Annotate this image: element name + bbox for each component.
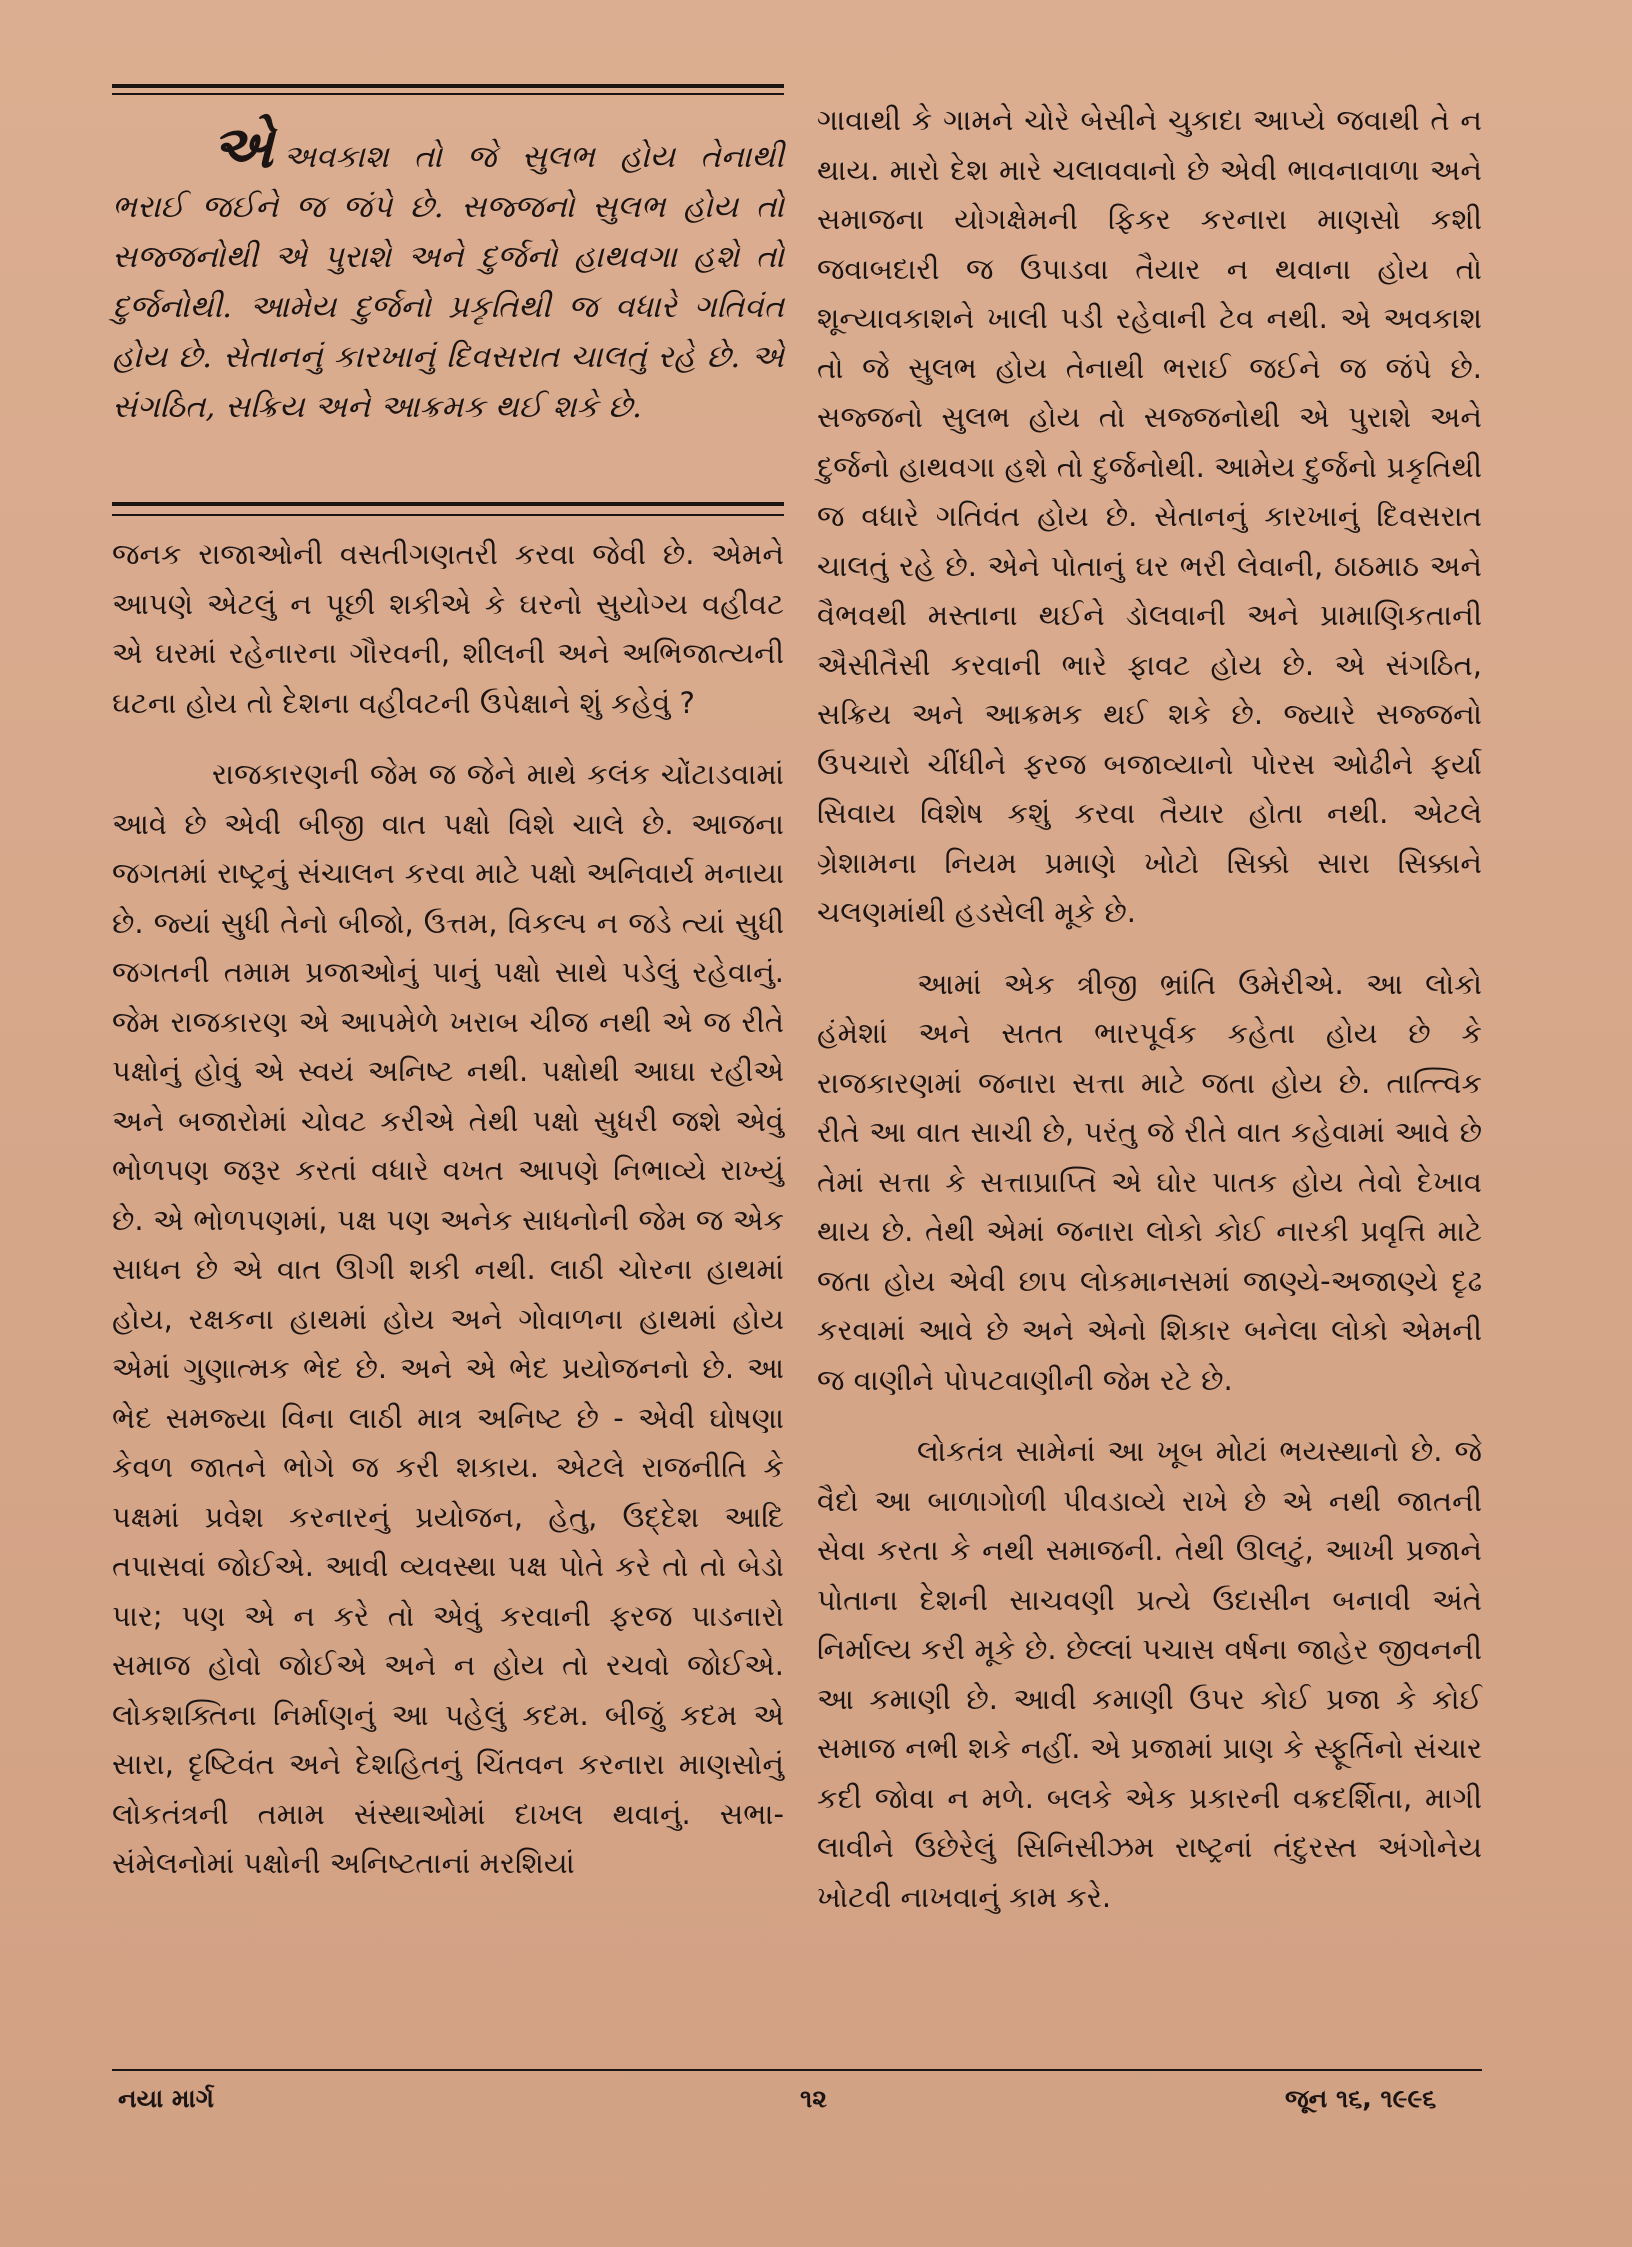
pull-quote-top-rule-thin [112,93,784,95]
pull-quote [112,84,784,520]
pull-quote-text [112,113,784,432]
footer-date: જૂન ૧૬, ૧૯૯૬ [1285,2084,1437,2113]
footer-rule [112,2069,1482,2071]
footer-page-number: ૧૨ [800,2084,827,2113]
paragraph: આમાં એક ત્રીજી ભ્રાંતિ ઉમેરીએ. આ લોકો હંમેશાં અને સતત ભારપૂર્વક કહેતા હોય છે કે રાજકારણમાં જનારા સત્તા માટે જતા હોય છે. તાત્ત્વિક રીતે આ વાત સાચી છે, પરંતુ જે રીતે વાત કહેવામાં આવે છે તેમાં સત્તા કે સત્તાપ્રાપ્તિ એ ઘોર પાતક હોય તેવો દેખાવ થાય છે. તેથી એમાં જનારા લોકો કોઈ નારકી પ્રવૃત્તિ માટે જતા હોય એવી છાપ લોકમાનસમાં જાણ્યે-અજાણ્યે દૃઢ કરવામાં આવે છે અને એનો શિકાર બનેલા લોકો એમની જ વાણીને પોપટવાણીની જેમ રટે છે. [817,966,1482,1397]
right-column [817,96,1482,1922]
paragraph: લોકતંત્ર સામેનાં આ ખૂબ મોટાં ભયસ્થાનો છે. જે વૈદો આ બાળાગોળી પીવડાવ્યે રાખે છે એ નથી જાતની સેવા કરતા કે નથી સમાજની. તેથી ઊલટું, આખી પ્રજાને પોતાના દેશની સાચવણી પ્રત્યે ઉદાસીન બનાવી અંતે નિર્માલ્ય કરી મૂકે છે. છેલ્લાં પચાસ વર્ષના જાહેર જીવનની આ કમાણી છે. આવી કમાણી ઉપર કોઈ પ્રજા કે કોઈ સમાજ નભી શકે નહીં. એ પ્રજામાં પ્રાણ કે સ્ફૂર્તિનો સંચાર કદી જોવા ન મળે. બલકે એક પ્રકારની વક્રદર્શિતા, માગી લાવીને ઉછેરેલું સિનિસીઝમ રાષ્ટ્રનાં તંદુરસ્ત અંગોનેય ખોટવી નાખવાનું કામ કરે. [817,1434,1482,1914]
footer-publication: નયા માર્ગ [118,2084,214,2113]
pull-quote-top-rule [112,84,784,88]
paragraph: જનક રાજાઓની વસતીગણતરી કરવા જેવી છે. એમને આપણે એટલું ન પૂછી શકીએ કે ઘરનો સુયોગ્ય વહીવટ એ ઘરમાં રહેનારના ગૌરવની, શીલની અને અભિજાત્યની ઘટના હોય તો દેશના વહીવટની ઉપેક્ષાને શું કહેવું ? [112,537,784,720]
pull-quote-bottom-rule [112,502,784,506]
pull-quote-body: અવકાશ તો જે સુલભ હોય તેનાથી ભરાઈ જઈને જ જંપે છે. સજ્જનો સુલભ હોય તો સજ્જનોથી એ પુરાશે અને દુર્જનો હાથવગા હશે તો દુર્જનોથી. આમેય દુર્જનો પ્રકૃતિથી જ વધારે ગતિવંત હોય છે. સેતાનનું કારખાનું દિવસરાત ચાલતું રહે છે. એ સંગઠિત, સક્રિય અને આક્રમક થઈ શકે છે. [112,139,784,425]
paragraph: રાજકારણની જેમ જ જેને માથે કલંક ચોંટાડવામાં આવે છે એવી બીજી વાત પક્ષો વિશે ચાલે છે. આજના જગતમાં રાષ્ટ્રનું સંચાલન કરવા માટે પક્ષો અનિવાર્ય મનાયા છે. જ્યાં સુધી તેનો બીજો, ઉત્તમ, વિકલ્પ ન જડે ત્યાં સુધી જગતની તમામ પ્રજાઓનું પાનું પક્ષો સાથે પડેલું રહેવાનું. જેમ રાજકારણ એ આપમેળે ખરાબ ચીજ નથી એ જ રીતે પક્ષોનું હોવું એ સ્વયં અનિષ્ટ નથી. પક્ષોથી આઘા રહીએ અને બજારોમાં ચોવટ કરીએ તેથી પક્ષો સુધરી જશે એવું ભોળપણ જરૂર કરતાં વધારે વખત આપણે નિભાવ્યે રાખ્યું છે. એ ભોળપણમાં, પક્ષ પણ અનેક સાધનોની જેમ જ એક સાધન છે એ વાત ઊગી શકી નથી. લાઠી ચોરના હાથમાં હોય, રક્ષકના હાથમાં હોય અને ગોવાળના હાથમાં હોય એમાં ગુણાત્મક ભેદ છે. અને એ ભેદ પ્રયોજનનો છે. આ ભેદ સમજ્યા વિના લાઠી માત્ર અનિષ્ટ છે - એવી ઘોષણા કેવળ જાતને ભોગે જ કરી શકાય. એટલે રાજનીતિ કે પક્ષમાં પ્રવેશ કરનારનું પ્રયોજન, હેતુ, ઉદ્દેશ આદિ તપાસવાં જોઈએ. આવી વ્યવસ્થા પક્ષ પોતે કરે તો તો બેડો પાર; પણ એ ન કરે તો એવું કરવાની ફરજ પાડનારો સમાજ હોવો જોઈએ અને ન હોય તો રચવો જોઈએ. લોકશક્તિના નિર્માણનું આ પહેલું કદમ. બીજું કદમ એ સારા, દૃષ્ટિવંત અને દેશહિતનું ચિંતવન કરનારા માણસોનું લોકતંત્રની તમામ સંસ્થાઓમાં દાખલ થવાનું. સભા-સંમેલનોમાં પક્ષોની અનિષ્ટતાનાં મરશિયાં [112,757,784,1880]
left-column [112,530,784,1889]
pull-quote-dropcap: એ [212,113,274,181]
paragraph: ગાવાથી કે ગામને ચોરે બેસીને ચુકાદા આપ્યે જવાથી તે ન થાય. મારો દેશ મારે ચલાવવાનો છે એવી ભાવનાવાળા અને સમાજના યોગક્ષેમની ફિકર કરનારા માણસો કશી જવાબદારી જ ઉપાડવા તૈયાર ન થવાના હોય તો શૂન્યાવકાશને ખાલી પડી રહેવાની ટેવ નથી. એ અવકાશ તો જે સુલભ હોય તેનાથી ભરાઈ જઈને જ જંપે છે. સજ્જનો સુલભ હોય તો સજ્જનોથી એ પુરાશે અને દુર્જનો હાથવગા હશે તો દુર્જનોથી. આમેય દુર્જનો પ્રકૃતિથી જ વધારે ગતિવંત હોય છે. સેતાનનું કારખાનું દિવસરાત ચાલતું રહે છે. એને પોતાનું ઘર ભરી લેવાની, ઠાઠમાઠ અને વૈભવથી મસ્તાના થઈને ડોલવાની અને પ્રામાણિકતાની ઐસીતૈસી કરવાની ભારે ફાવટ હોય છે. એ સંગઠિત, સક્રિય અને આક્રમક થઈ શકે છે. જ્યારે સજ્જનો ઉપચારો ચીંધીને ફરજ બજાવ્યાનો પોરસ ઓઢીને ફર્યા સિવાય વિશેષ કશું કરવા તૈયાર હોતા નથી. એટલે ગ્રેશામના નિયમ પ્રમાણે ખોટો સિક્કો સારા સિક્કાને ચલણમાંથી હડસેલી મૂકે છે. [817,103,1482,929]
pull-quote-bottom-rule-thin [112,514,784,516]
